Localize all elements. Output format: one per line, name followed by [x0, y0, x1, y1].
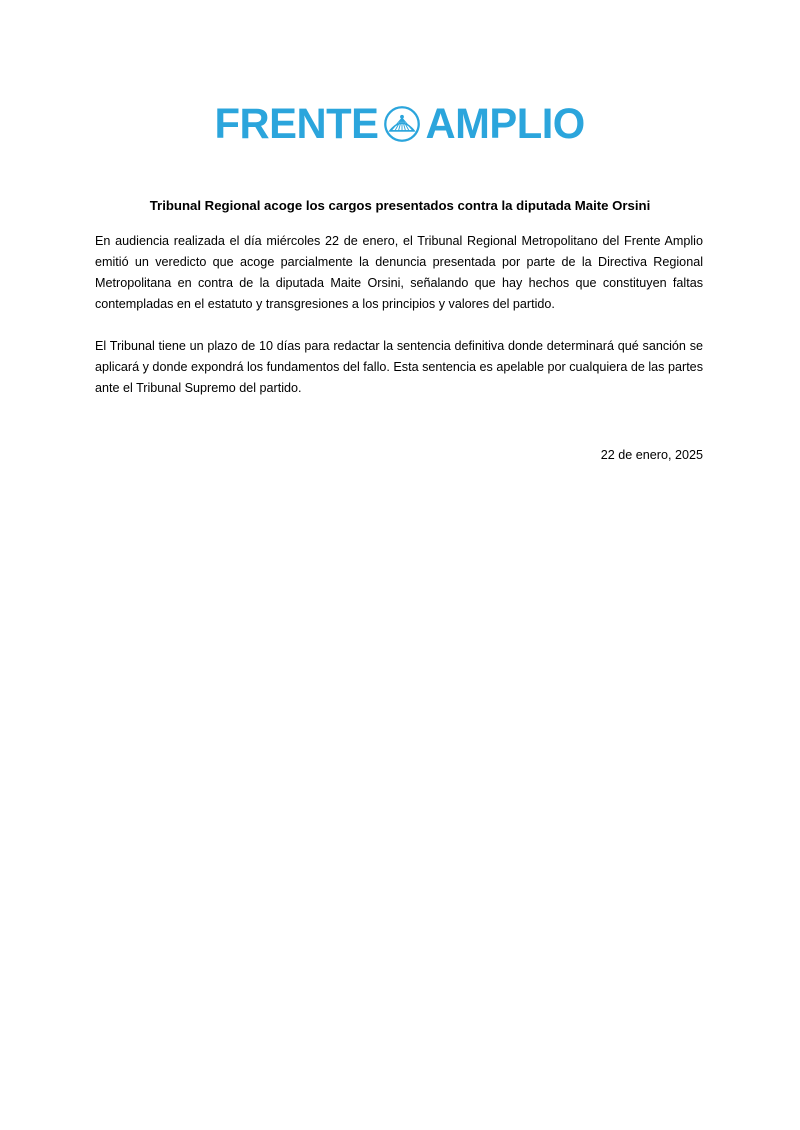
- document-date: 22 de enero, 2025: [600, 448, 703, 462]
- logo-text-amplio: AMPLIO: [425, 99, 586, 148]
- frente-amplio-emblem-icon: [383, 105, 421, 143]
- page-title: Tribunal Regional acoge los cargos presentados contra la diputada Maite Orsini: [149, 197, 651, 213]
- logo-wordmark: [212, 99, 587, 148]
- brand-logo: [0, 96, 800, 152]
- logo-text-frente: FRENTE: [214, 99, 379, 148]
- body-paragraph: En audiencia realizada el día miércoles 22 de enero, el Tribunal Regional Metropolitano del Frente Amplio emitió un veredicto que acoge parcialmente la denuncia presentada por parte de la Directiva Regional Metropolitana en contra de la diputada Maite Orsini, señalando que hay hechos que constituyen faltas contempladas en el estatuto y transgresiones a los principios y valores del partido.: [95, 234, 703, 311]
- document-body: [95, 231, 703, 399]
- body-paragraph: El Tribunal tiene un plazo de 10 días para redactar la sentencia definitiva donde determinará qué sanción se aplicará y donde expondrá los fundamentos del fallo. Esta sentencia es apelable por cualquiera de las partes ante el Tribunal Supremo del partido.: [95, 339, 703, 395]
